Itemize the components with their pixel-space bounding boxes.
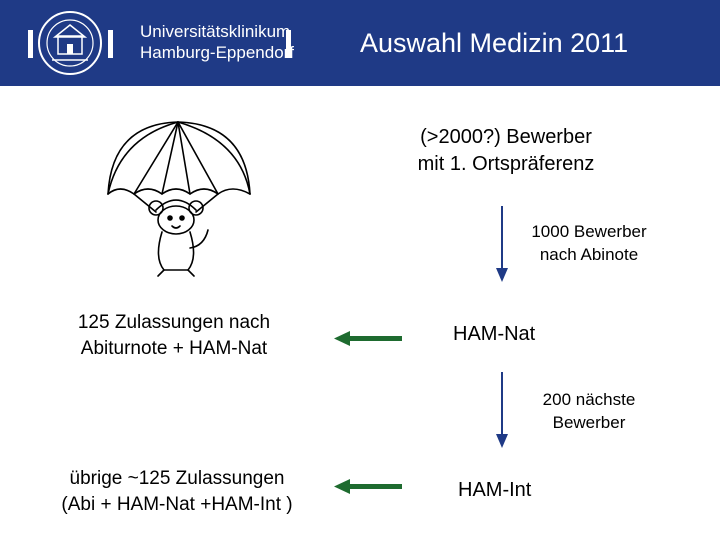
applicants-line2: mit 1. Ortspräferenz: [417, 153, 595, 175]
step1-line1: 1000 Bewerber: [531, 222, 647, 241]
down-arrow-2: [494, 372, 510, 450]
admissions1-text: [24, 310, 324, 362]
left-arrow-1: [334, 330, 402, 348]
step1-line2: nach Abinote: [539, 245, 639, 264]
step2-line1: 200 nächste: [542, 390, 636, 409]
step1-text: [506, 220, 672, 266]
applicants-line1: (>2000?) Bewerber: [420, 126, 592, 148]
applicants-text: [368, 124, 644, 178]
step2-text: [514, 388, 664, 434]
admissions1-line2: Abiturnote + HAM-Nat: [80, 338, 268, 359]
page-title: Auswahl Medizin 2011: [360, 28, 629, 58]
university-seal-icon: [39, 12, 101, 74]
admissions2-line1: übrige ~125 Zulassungen: [69, 468, 285, 489]
university-name-line1: Universitätsklinikum: [140, 22, 291, 41]
logo-bar-left: [28, 30, 33, 58]
step2-line2: Bewerber: [552, 413, 626, 432]
university-name-line2: Hamburg-Eppendorf: [140, 43, 295, 62]
admissions2-line2: (Abi + HAM-Nat +HAM-Int ): [61, 494, 293, 515]
university-name: [140, 21, 294, 63]
parachute-mouse-icon: [100, 118, 255, 278]
admissions2-text: [22, 466, 332, 518]
header-bar: [0, 0, 720, 86]
ham-int-label: HAM-Int: [458, 479, 532, 501]
left-arrow-2: [334, 478, 402, 496]
admissions1-line1: 125 Zulassungen nach: [77, 312, 271, 333]
ham-nat-label: HAM-Nat: [453, 323, 536, 345]
logo-bar-mid: [108, 30, 113, 58]
